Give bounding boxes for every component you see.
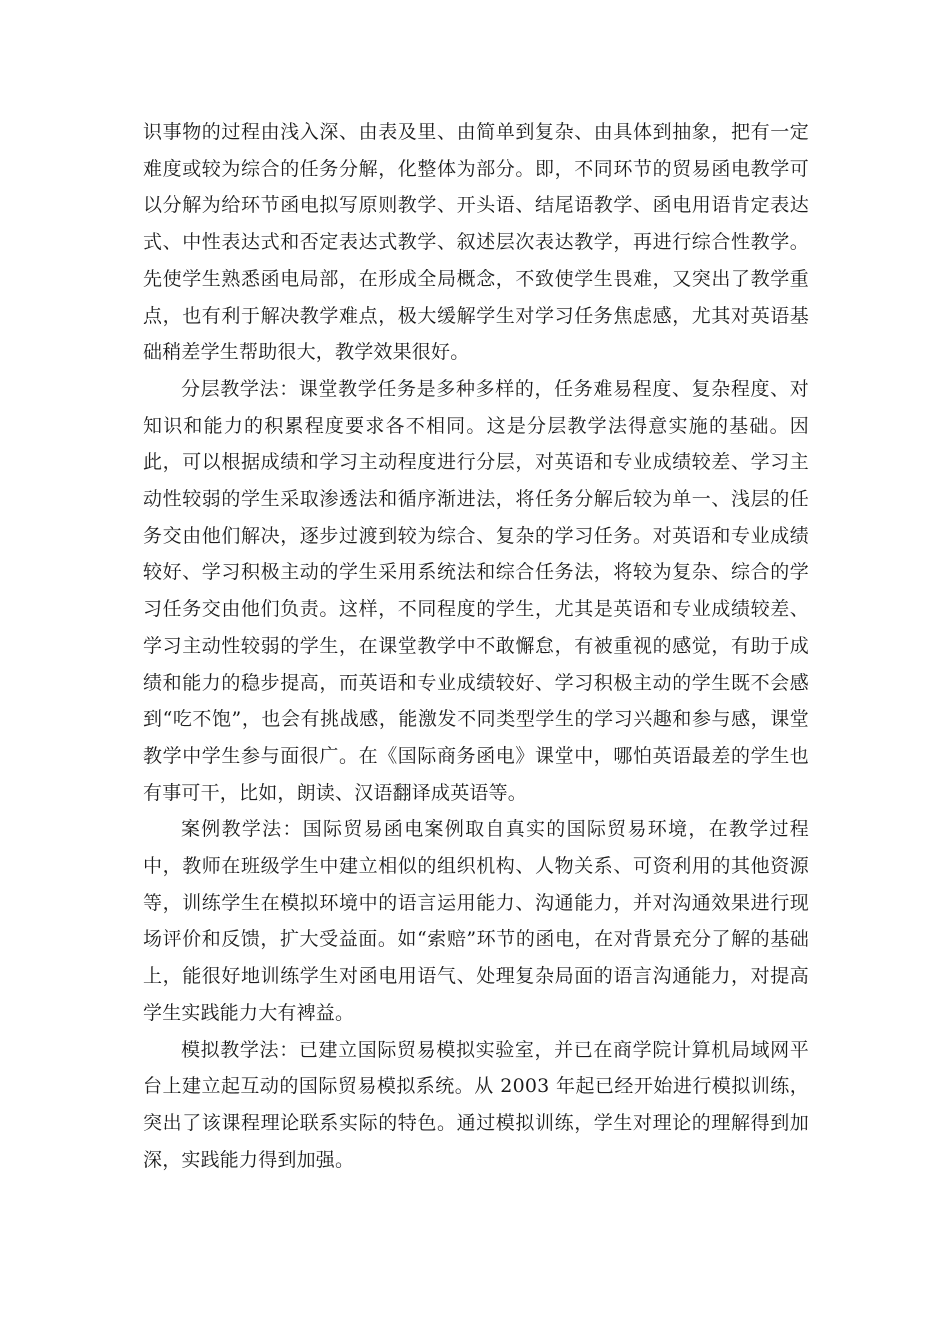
paragraph-layered-teaching: 分层教学法：课堂教学任务是多种多样的，任务难易程度、复杂程度、对知识和能力的积累程度要求各不相同。这是分层教学法得意实施的基础。因此，可以根据成绩和学习主动程度进行分层，对英语和专业成绩较差、学习主动性较弱的学生采取渗透法和循序渐进法，将任务分解后较为单一、浅层的任务交由他们解决，逐步过渡到较为综合、复杂的学习任务。对英语和专业成绩较好、学习积极主动的学生采用系统法和综合任务法，将较为复杂、综合的学习任务交由他们负责。这样，不同程度的学生，尤其是英语和专业成绩较差、学习主动性较弱的学生，在课堂教学中不敢懈怠，有被重视的感觉，有助于成绩和能力的稳步提高，而英语和专业成绩较好、学习积极主动的学生既不会感到“吃不饱”，也会有挑战感，能激发不同类型学生的学习兴趣和参与感，课堂教学中学生参与面很广。在《国际商务函电》课堂中，哪怕英语最差的学生也有事可干，比如，朗读、汉语翻译成英语等。 bbox=[143, 377, 809, 804]
paragraph-case-teaching: 案例教学法：国际贸易函电案例取自真实的国际贸易环境，在教学过程中，教师在班级学生中建立相似的组织机构、人物关系、可资利用的其他资源等，训练学生在模拟环境中的语言运用能力、沟通能力，并对沟通效果进行现场评价和反馈，扩大受益面。如“索赔”环节的函电，在对背景充分了解的基础上，能很好地训练学生对函电用语气、处理复杂局面的语言沟通能力，对提高学生实践能力大有裨益。 bbox=[143, 818, 809, 1024]
paragraph-simulation-teaching: 模拟教学法：已建立国际贸易模拟实验室，并已在商学院计算机局域网平台上建立起互动的国际贸易模拟系统。从 2003 年起已经开始进行模拟训练，突出了该课程理论联系实际的特色。通过模拟训练，学生对理论的理解得到加深，实践能力得到加强。 bbox=[143, 1038, 809, 1171]
document-body bbox=[143, 114, 809, 1178]
paragraph-continuation: 识事物的过程由浅入深、由表及里、由简单到复杂、由具体到抽象，把有一定难度或较为综合的任务分解，化整体为部分。即，不同环节的贸易函电教学可以分解为给环节函电拟写原则教学、开头语、结尾语教学、函电用语肯定表达式、中性表达式和否定表达式教学、叙述层次表达教学，再进行综合性教学。先使学生熟悉函电局部，在形成全局概念，不致使学生畏难，又突出了教学重点，也有利于解决教学难点，极大缓解学生对学习任务焦虑感，尤其对英语基础稍差学生帮助很大，教学效果很好。 bbox=[143, 121, 809, 364]
